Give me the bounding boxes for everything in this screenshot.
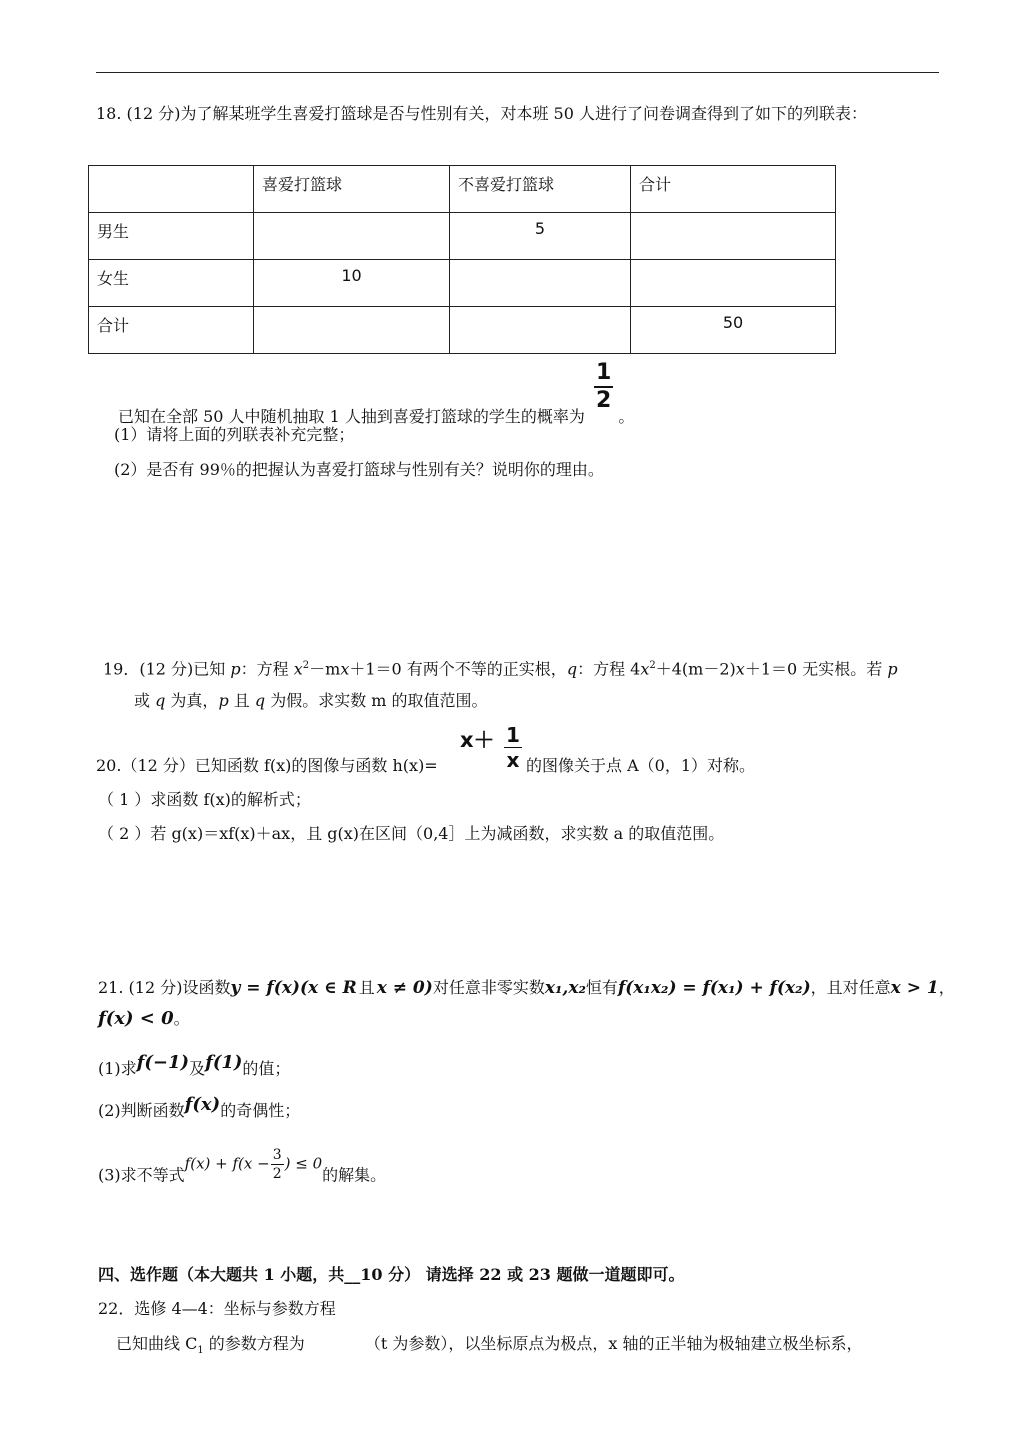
table-cell bbox=[631, 213, 836, 260]
frac-denominator: 2 bbox=[595, 388, 612, 413]
header-rule bbox=[96, 72, 939, 73]
q20-line1 bbox=[96, 723, 756, 777]
table-cell bbox=[450, 307, 631, 354]
frac-numerator: 1 bbox=[594, 362, 613, 388]
table-cell bbox=[254, 307, 450, 354]
contingency-table bbox=[88, 165, 836, 354]
table-header: 不喜爱打篮球 bbox=[450, 166, 631, 213]
q22-title: 22．选修 4—4：坐标与参数方程 bbox=[98, 1299, 336, 1318]
table-cell: 女生 bbox=[89, 260, 254, 307]
section-heading: 四、选作题（本大题共 1 小题，共__10 分） 请选择 22 或 23 题做一道题即可。 bbox=[98, 1265, 685, 1284]
table-header: 喜爱打篮球 bbox=[254, 166, 450, 213]
q21-part2: (2)判断函数f(x)的奇偶性； bbox=[98, 1094, 301, 1120]
fraction-one-over-x: $\frac{1}{x}$ bbox=[506, 723, 520, 772]
q18-prob-end: 。 bbox=[618, 406, 635, 426]
table-cell: 男生 bbox=[89, 213, 254, 260]
table-row bbox=[89, 260, 836, 307]
table-header: 合计 bbox=[631, 166, 836, 213]
q18-part1: (1）请将上面的列联表补充完整； bbox=[114, 425, 355, 444]
q19-line2: 或 q 为真，p 且 q 为假。求实数 m 的取值范围。 bbox=[134, 691, 488, 710]
table-cell bbox=[631, 260, 836, 307]
table-cell bbox=[89, 166, 254, 213]
table-cell: 50 bbox=[631, 307, 836, 354]
q18-probability bbox=[118, 360, 635, 426]
table-row bbox=[89, 307, 836, 354]
q18-part2: (2）是否有 99％的把握认为喜爱打篮球与性别有关？说明你的理由。 bbox=[114, 460, 604, 479]
q21-line2: f(x) < 0。 bbox=[98, 1008, 190, 1029]
q19-line1: 19．(12 分)已知 p：方程 $x^2-mx+1=0$ 有两个不等的正实根，q：方程 $4x^2+4(m-2)x+1=0$ 无实根。若 p bbox=[103, 659, 898, 679]
fraction-one-half bbox=[594, 362, 613, 412]
table-cell: 10 bbox=[254, 260, 450, 307]
q22-line: 已知曲线 $C_1$ 的参数方程为 （t 为参数），以坐标原点为极点，x 轴的正半轴为极轴建立极坐标系， bbox=[116, 1334, 863, 1357]
table-cell: 合计 bbox=[89, 307, 254, 354]
table-row bbox=[89, 213, 836, 260]
q20-part1: （ 1 ）求函数 f(x)的解析式； bbox=[98, 790, 311, 809]
q18-intro: 18. (12 分)为了解某班学生喜爱打篮球是否与性别有关，对本班 50 人进行了问卷调查得到了如下的列联表： bbox=[96, 104, 867, 123]
table-cell bbox=[450, 260, 631, 307]
fraction-three-halves: $\frac{3}{2}$ bbox=[272, 1147, 282, 1182]
q20-part2: （ 2 ）若 g(x)＝xf(x)＋ax，且 g(x)在区间（0,4］上为减函数，求实数 a 的取值范围。 bbox=[98, 824, 725, 843]
q21-part3: (3)求不等式f(x) + f(x − $\frac{3}{2}$ ) ≤ 0的解集。 bbox=[98, 1147, 387, 1185]
table-cell: 5 bbox=[450, 213, 631, 260]
table-cell bbox=[254, 213, 450, 260]
q21-part1: (1)求f(−1)及f(1)的值； bbox=[98, 1052, 291, 1078]
table-header-row bbox=[89, 166, 836, 213]
q20-text-tail: 的图像关于点 A（0，1）对称。 bbox=[526, 756, 756, 775]
q18-prob-text: 已知在全部 50 人中随机抽取 1 人抽到喜爱打篮球的学生的概率为 bbox=[118, 406, 585, 426]
q21-inequality: f(x) + f(x − $\frac{3}{2}$ ) ≤ 0 bbox=[184, 1147, 323, 1182]
q20-text: 20.（12 分）已知函数 f(x)的图像与函数 h(x)= bbox=[96, 756, 438, 775]
q21-line1: 21. (12 分)设函数y = f(x)(x ∈ R 且 x ≠ 0)对任意非零实数x₁,x₂恒有f(x₁x₂) = f(x₁) + f(x₂)，且对任意x > 1， bbox=[98, 978, 955, 998]
q20-expression: x＋ bbox=[460, 728, 495, 752]
